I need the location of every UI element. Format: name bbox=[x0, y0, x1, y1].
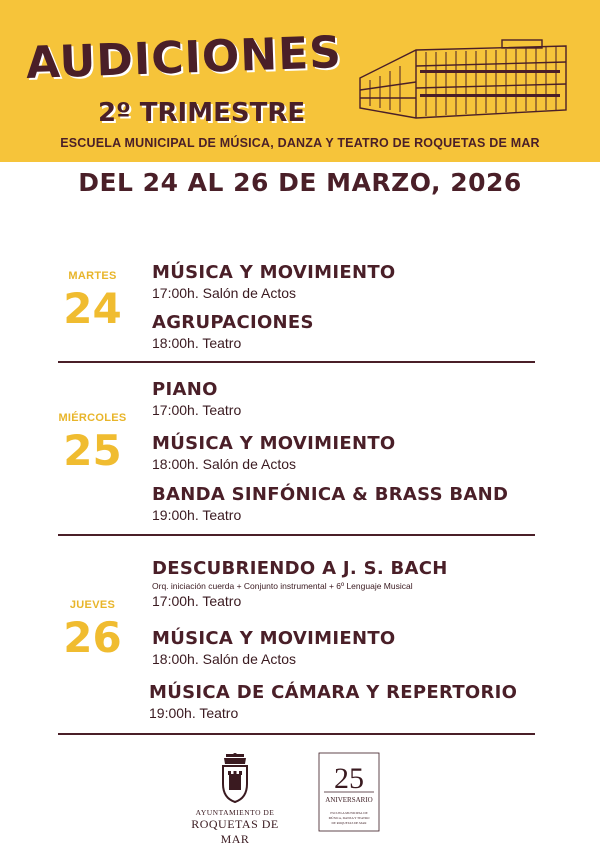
event-item bbox=[152, 262, 396, 301]
anniversary-label: ANIVERSARIO bbox=[325, 796, 373, 804]
anniversary-emblem bbox=[318, 752, 380, 832]
event-item bbox=[152, 484, 508, 523]
event-title: MÚSICA DE CÁMARA Y REPERTORIO bbox=[149, 682, 518, 703]
event-note: Orq. iniciación cuerda + Conjunto instrumental + 6º Lenguaje Musical bbox=[152, 581, 413, 591]
event-time: 19:00h. Teatro bbox=[152, 507, 242, 523]
svg-text:ESCUELA MUNICIPAL DE: ESCUELA MUNICIPAL DE bbox=[330, 811, 368, 815]
event-title: AGRUPACIONES bbox=[152, 312, 314, 333]
event-time: 17:00h. Teatro bbox=[152, 593, 242, 609]
day-jueves bbox=[55, 599, 130, 661]
day-name: MIÉRCOLES bbox=[58, 412, 127, 424]
event-item bbox=[152, 312, 314, 351]
day-name: JUEVES bbox=[69, 599, 116, 611]
date-range: DEL 24 AL 26 DE MARZO, 2026 bbox=[78, 168, 522, 197]
event-title: BANDA SINFÓNICA & BRASS BAND bbox=[152, 484, 509, 505]
day-number: 24 bbox=[63, 284, 122, 333]
event-title: PIANO bbox=[152, 379, 218, 400]
svg-text:MÚSICA, DANZA Y TEATRO: MÚSICA, DANZA Y TEATRO bbox=[328, 816, 370, 820]
event-title: MÚSICA Y MOVIMIENTO bbox=[152, 433, 396, 454]
city-logo-line2: ROQUETAS DE MAR bbox=[191, 817, 279, 846]
day-miercoles bbox=[55, 412, 130, 474]
event-time: 17:00h. Teatro bbox=[152, 402, 242, 418]
event-title: DESCUBRIENDO A J. S. BACH bbox=[152, 558, 448, 579]
section-divider bbox=[58, 361, 535, 363]
event-title: MÚSICA Y MOVIMIENTO bbox=[152, 262, 396, 283]
header-banner bbox=[0, 0, 600, 162]
poster-title: AUDICIONES bbox=[25, 26, 343, 89]
event-item bbox=[152, 628, 396, 667]
event-item bbox=[152, 379, 241, 418]
day-number: 25 bbox=[63, 426, 122, 475]
event-time: 19:00h. Teatro bbox=[149, 705, 239, 721]
coat-of-arms-icon bbox=[218, 752, 252, 804]
section-divider bbox=[58, 534, 535, 536]
day-name: MARTES bbox=[68, 270, 117, 282]
event-time: 17:00h. Salón de Actos bbox=[152, 285, 296, 301]
anniversary-logo bbox=[318, 752, 380, 832]
event-time: 18:00h. Salón de Actos bbox=[152, 651, 296, 667]
event-item bbox=[152, 558, 448, 609]
anniversary-number: 25 bbox=[334, 762, 364, 795]
city-logo-line1: AYUNTAMIENTO DE bbox=[195, 808, 275, 817]
poster-subtitle: 2º TRIMESTRE bbox=[98, 98, 306, 128]
section-divider bbox=[58, 733, 535, 735]
event-item bbox=[152, 433, 396, 472]
building-illustration bbox=[352, 38, 576, 120]
city-council-logo bbox=[180, 752, 290, 847]
event-item bbox=[149, 682, 517, 721]
day-number: 26 bbox=[63, 613, 122, 662]
svg-text:DE ROQUETAS DE MAR: DE ROQUETAS DE MAR bbox=[331, 821, 367, 825]
school-name: ESCUELA MUNICIPAL DE MÚSICA, DANZA Y TEATRO DE ROQUETAS DE MAR bbox=[60, 136, 540, 150]
event-time: 18:00h. Salón de Actos bbox=[152, 456, 296, 472]
event-title: MÚSICA Y MOVIMIENTO bbox=[152, 628, 396, 649]
event-time: 18:00h. Teatro bbox=[152, 335, 242, 351]
day-martes bbox=[55, 270, 130, 332]
